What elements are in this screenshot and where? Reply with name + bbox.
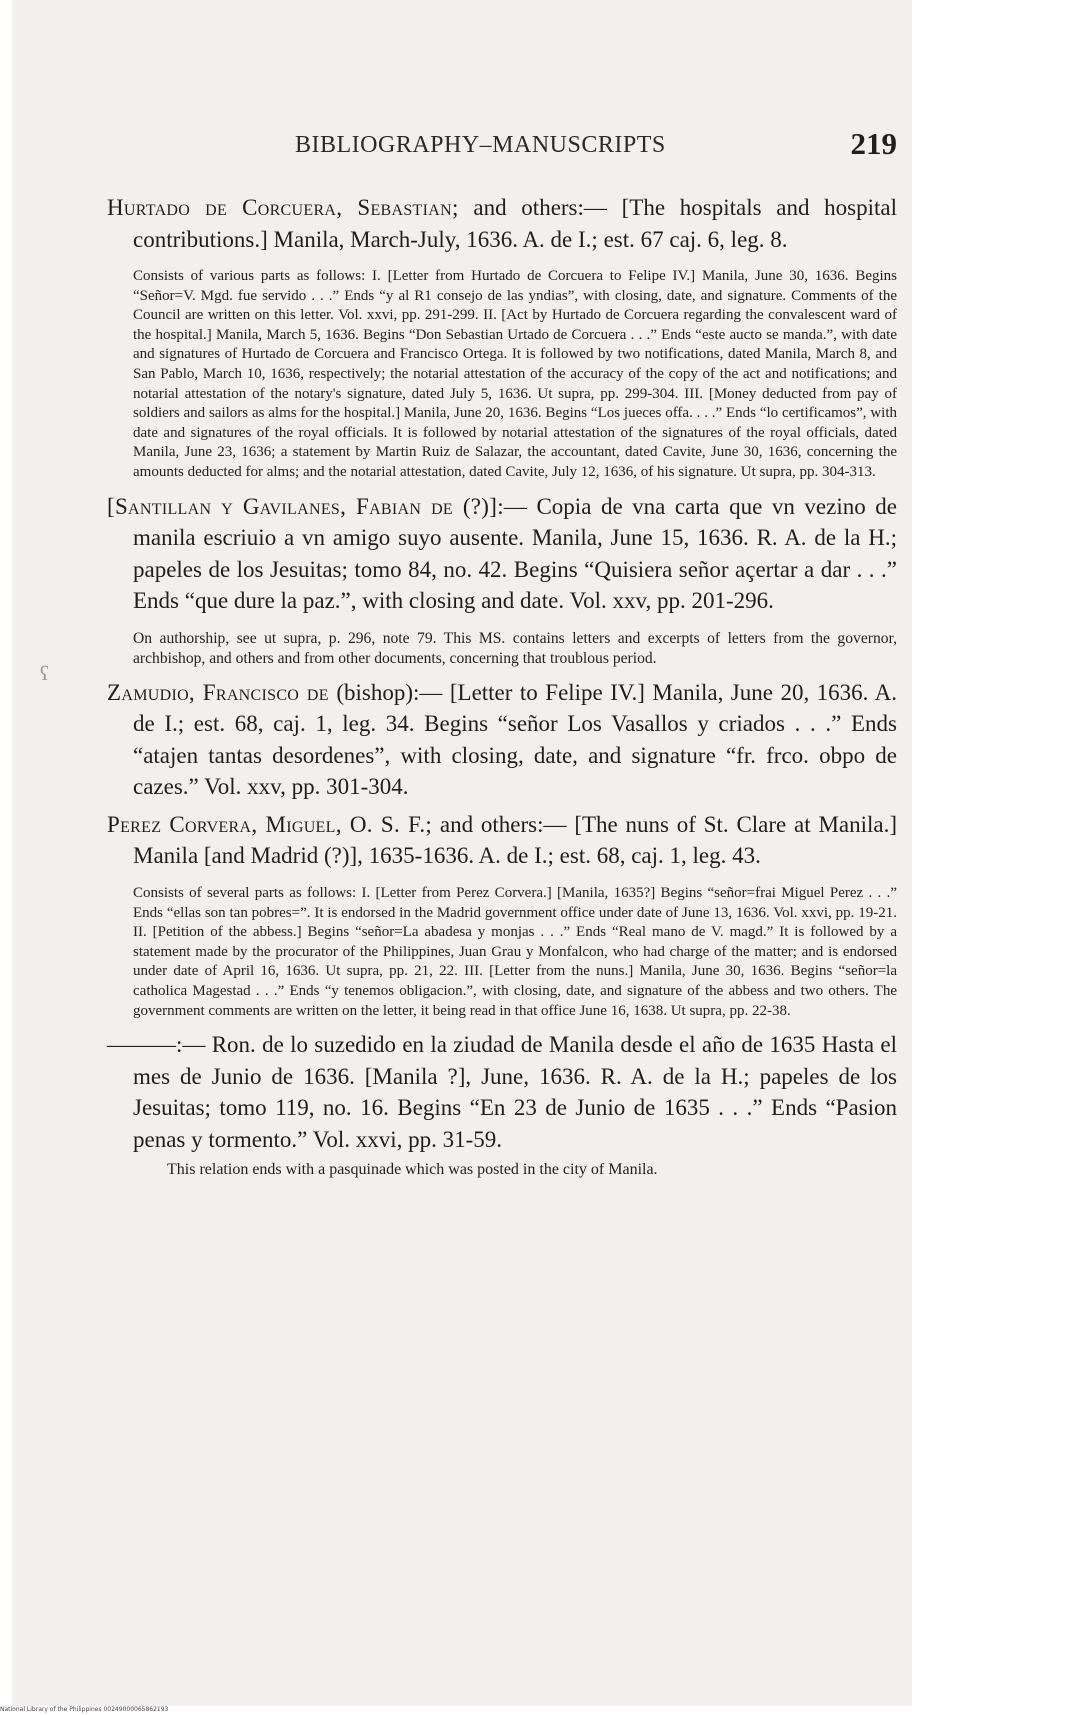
entry-author: ———:: [107, 1032, 183, 1058]
entry-note: On authorship, see ut supra, p. 296, note 79. This MS. contains letters and excerpts of letters from the governor, archbishop, and others and from other documents, concerning that troublous period.: [133, 629, 897, 667]
scan-footer: National Library of the Philippines 00249000065862193: [0, 1706, 169, 1713]
page-content: [107, 128, 897, 1179]
entry-body: — Ron. de lo suzedido en la ziudad de Manila desde el año de 1635 Hasta el mes de Junio de 1636. [Manila ?], June, 1636. R. A. de la H.; papeles de los Jesuitas; tomo 119, no. 16. Begins “En 23 de Junio de 1635 . . .” Ends “Pasion penas y tormento.” Vol. xxvi, pp. 31-59.: [133, 1032, 897, 1152]
entry-citation: [107, 809, 897, 872]
entry-note: Consists of various parts as follows: I. [Letter from Hurtado de Corcuera to Felipe IV.] Manila, June 30, 1636. Begins “Señor=V. Mgd. fue servido . . .” Ends “y al R1 consejo de las yndias”, with closing, date, and signature. Comments of the Council are written on this letter. Vol. xxvi, pp. 291-299. II. [Act by Hurtado de Corcuera regarding the convalescent ward of the hospital.] Manila, March 5, 1636. Begins “Don Sebastian Urtado de Corcuera . . .” Ends “este aucto se manda.”, with date and signatures of Hurtado de Corcuera and Francisco Ortega. It is followed by two notifications, dated Manila, March 8, and San Pablo, March 10, 1636, respectively; the notarial attestation of the accuracy of the copy of the act and notifications; and notarial attestation of the notary's signature, dated July 5, 1636. Ut supra, pp. 299-304. III. [Money deducted from pay of soldiers and sailors as alms for the hospital.] Manila, June 20, 1636. Begins “Los jueces offa. . . .” Ends “lo certificamos”, with date and signatures of the royal officials. It is followed by notarial attestation of the signatures of the royal officials, dated Manila, June 23, 1636; a statement by Martin Ruiz de Salazar, the accountant, dated Cavite, June 30, 1636, concerning the amounts deducted for alms; and the notarial attestation, dated Cavite, July 12, 1636, of his signature. Ut supra, pp. 304-313.: [133, 268, 897, 480]
entry-author: [Santillan y Gavilanes, Fabian de (?)]:: [107, 493, 504, 519]
margin-mark: ʕ: [40, 663, 49, 685]
entry-body: — Copia de vna carta que vn vezino de manila escriuio a vn amigo suyo ausente. Manila, June 15, 1636. R. A. de la H.; papeles de los Jesuitas; tomo 84, no. 42. Begins “Quisiera señor açertar a dar . . .” Ends “que dure la paz.”, with closing and date. Vol. xxv, pp. 201-296.: [133, 493, 897, 614]
book-page: [12, 0, 912, 1706]
entry-relation: [107, 1029, 897, 1155]
entry-body: (bishop):— [Letter to Felipe IV.] Manila, June 20, 1636. A. de I.; est. 68, caj. 1, leg. 34. Begins “señor Los Vasallos y criados . . .” Ends “atajen tantas desordenes”, with closing, date, and signature “fr. frco. obpo de cazes.” Vol. xxv, pp. 301-304.: [133, 679, 897, 800]
entry-body: and others:— [The nuns of St. Clare at Manila.] Manila [and Madrid (?)], 1635-1636. A. de I.; est. 68, caj. 1, leg. 43.: [133, 811, 897, 869]
entry-citation: [107, 1029, 897, 1155]
entry-note: Consists of several parts as follows: I. [Letter from Perez Corvera.] [Manila, 1635?] Begins “señor=frai Miguel Perez . . .” Ends “ellas son tan pobres=”. It is endorsed in the Madrid government office under date of June 13, 1636. Vol. xxvi, pp. 19-21. II. [Petition of the abbess.] Begins “señor=La abadesa y monjas . . .” Ends “Real mano de V. magd.” It is followed by a statement made by the procurator of the Philippines, Juan Grau y Monfalcon, who had charge of the matter; and is endorsed under date of April 16, 1636. Ut supra, pp. 21, 22. III. [Letter from the nuns.] Manila, June 30, 1636. Begins “señor=la catholica Magestad . . .” Ends “y tenemos obligacion.”, with closing, date, and signature of the abbess and two others. The government comments are written on the letter, it being read in that office June 16, 1638. Ut supra, pp. 22-38.: [133, 884, 897, 1019]
entries: [107, 192, 897, 1179]
entry-author: Hurtado de Corcuera, Sebastian;: [107, 195, 459, 220]
entry-author: Perez Corvera, Miguel, O. S. F.;: [107, 811, 433, 837]
entry-citation: [107, 491, 897, 617]
entry-author: Zamudio, Francisco de: [107, 679, 329, 705]
page-number: 219: [850, 126, 897, 161]
running-title: BIBLIOGRAPHY–MANUSCRIPTS: [295, 132, 666, 158]
page-header: [107, 128, 897, 172]
entry-perez-corvera: [107, 809, 897, 1021]
relation-note: This relation ends with a pasquinade which was posted in the city of Manila.: [167, 1161, 658, 1179]
entry-citation: [107, 192, 897, 255]
entry-santillan: [107, 491, 897, 669]
entry-zamudio: [107, 677, 897, 803]
entry-hurtado: [107, 192, 897, 483]
entry-citation: [107, 677, 897, 803]
entry-body: and others:— [The hospitals and hospital contributions.] Manila, March-July, 1636. A. de I.; est. 67 caj. 6, leg. 8.: [133, 195, 898, 252]
